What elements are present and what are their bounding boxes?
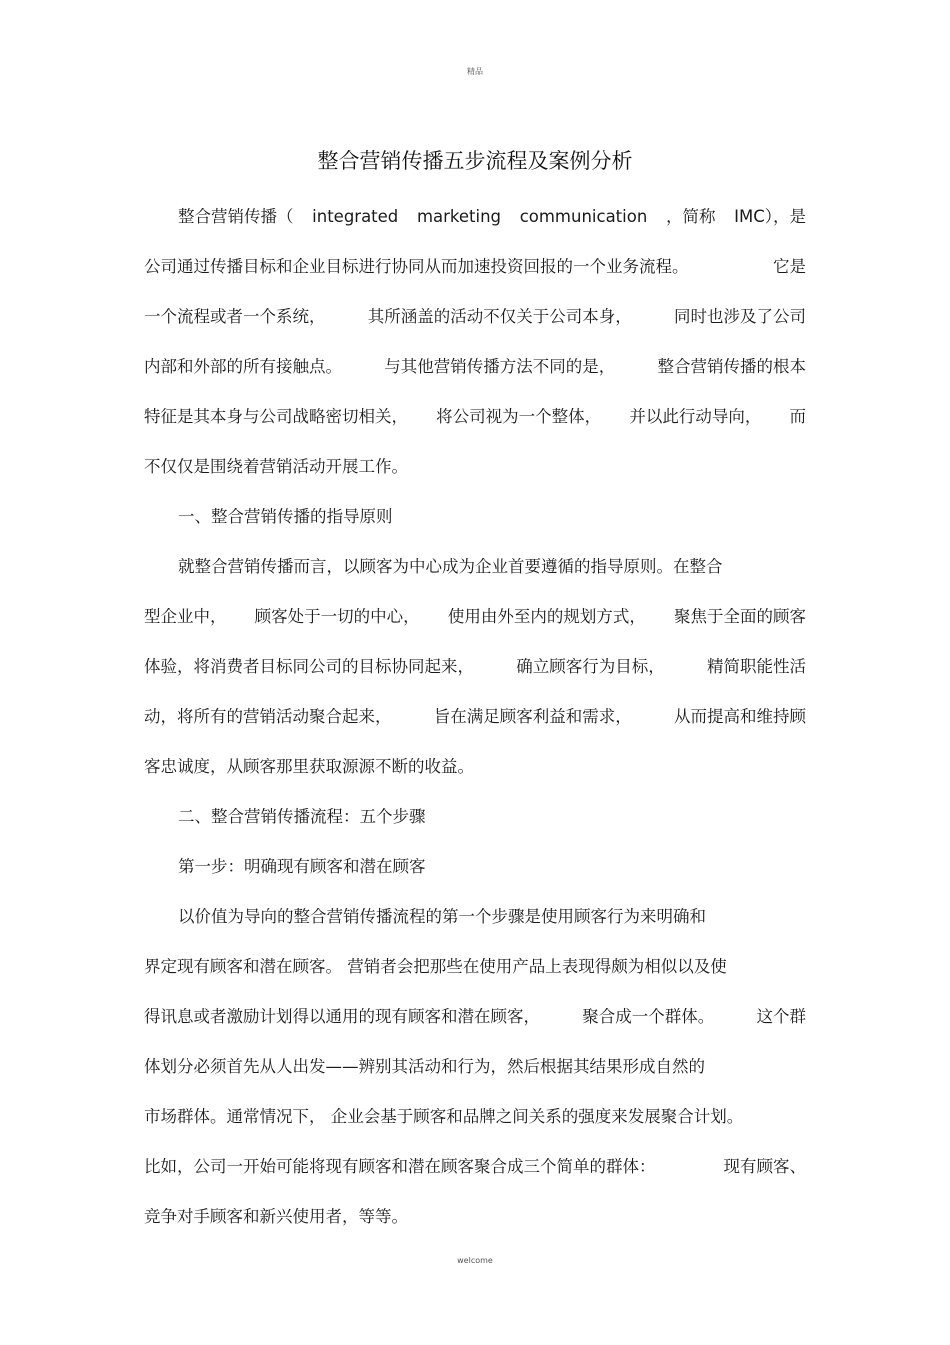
text-segment: 特征是其本身与公司战略密切相关，: [144, 407, 408, 426]
section-1-line-5: 客忠诚度，从顾客那里获取源源不断的收益。: [144, 757, 474, 776]
text-segment: integrated: [312, 207, 399, 226]
intro-line-4: [144, 355, 806, 379]
intro-line-6: 不仅仅是围绕着营销活动开展工作。: [144, 457, 408, 476]
step-1-line-6: [144, 1155, 806, 1179]
text-segment: 与其他营销传播方法不同的是，: [384, 357, 616, 376]
section-1-line-3: [144, 655, 806, 679]
text-segment: 聚合成一个群体。: [582, 1007, 715, 1026]
text-segment: 从而提高和维持顾: [674, 707, 806, 726]
page-header-mark: 精品: [467, 67, 483, 76]
step-1-line-3: [144, 1005, 806, 1029]
text-segment: 并以此行动导向，: [629, 407, 762, 426]
text-segment: IMC），是: [734, 207, 806, 226]
text-segment: 使用由外至内的规划方式，: [447, 607, 646, 626]
intro-line-1: [178, 205, 806, 229]
intro-line-2: [144, 255, 806, 279]
text-segment: 动，将所有的营销活动聚合起来，: [144, 707, 392, 726]
step-1-line-2: 界定现有顾客和潜在顾客。 营销者会把那些在使用产品上表现得颇为相似以及使: [144, 957, 727, 976]
intro-line-5: [144, 405, 806, 429]
text-segment: 顾客处于一切的中心，: [254, 607, 420, 626]
intro-line-3: [144, 305, 806, 329]
text-segment: marketing: [416, 207, 502, 226]
text-segment: 体验，将消费者目标同公司的目标协同起来，: [144, 657, 474, 676]
page-footer-mark: welcome: [457, 1256, 493, 1265]
text-segment: 比如，公司一开始可能将现有顾客和潜在顾客聚合成三个简单的群体：: [144, 1157, 656, 1176]
step-1-line-1: 以价值为导向的整合营销传播流程的第一个步骤是使用顾客行为来明确和: [178, 907, 706, 926]
text-segment: 现有顾客、: [723, 1157, 806, 1176]
text-segment: 确立顾客行为目标，: [516, 657, 665, 676]
step-1-line-7: 竞争对手顾客和新兴使用者，等等。: [144, 1207, 408, 1226]
text-segment: 旨在满足顾客利益和需求，: [433, 707, 632, 726]
text-segment: 这个群: [756, 1007, 806, 1026]
text-segment: 聚焦于全面的顾客: [673, 607, 806, 626]
text-segment: 型企业中，: [144, 607, 227, 626]
text-segment: 公司通过传播目标和企业目标进行协同从而加速投资回报的一个业务流程。: [144, 257, 689, 276]
text-segment: 同时也涉及了公司: [674, 307, 806, 326]
section-1-line-1: 就整合营销传播而言，以顾客为中心成为企业首要遵循的指导原则。在整合: [178, 557, 723, 576]
text-segment: 得讯息或者激励计划得以通用的现有顾客和潜在顾客，: [144, 1007, 540, 1026]
section-1-line-4: [144, 705, 806, 729]
text-segment: 其所涵盖的活动不仅关于公司本身，: [367, 307, 632, 326]
document-title: 整合营销传播五步流程及案例分析: [317, 149, 633, 173]
text-segment: ，简称: [665, 207, 716, 226]
text-segment: 将公司视为一个整体，: [436, 407, 602, 426]
text-segment: 精简职能性活: [707, 657, 806, 676]
section-2-heading: 二、整合营销传播流程：五个步骤: [178, 807, 426, 826]
text-segment: 一个流程或者一个系统，: [144, 307, 326, 326]
text-segment: 它是: [773, 257, 806, 276]
section-1-line-2: [144, 605, 806, 629]
text-segment: 内部和外部的所有接触点。: [144, 357, 342, 376]
step-1-line-5: 市场群体。通常情况下， 企业会基于顾客和品牌之间关系的强度来发展聚合计划。: [144, 1107, 744, 1126]
step-1-heading: 第一步：明确现有顾客和潜在顾客: [178, 857, 426, 876]
text-segment: 整合营销传播的根本: [657, 357, 806, 376]
text-segment: communication: [519, 207, 648, 226]
text-segment: 而: [789, 407, 806, 426]
section-1-heading: 一、整合营销传播的指导原则: [178, 507, 393, 526]
step-1-line-4: 体划分必须首先从人出发——辨别其活动和行为，然后根据其结果形成自然的: [144, 1057, 705, 1076]
text-segment: 整合营销传播（: [178, 207, 294, 226]
